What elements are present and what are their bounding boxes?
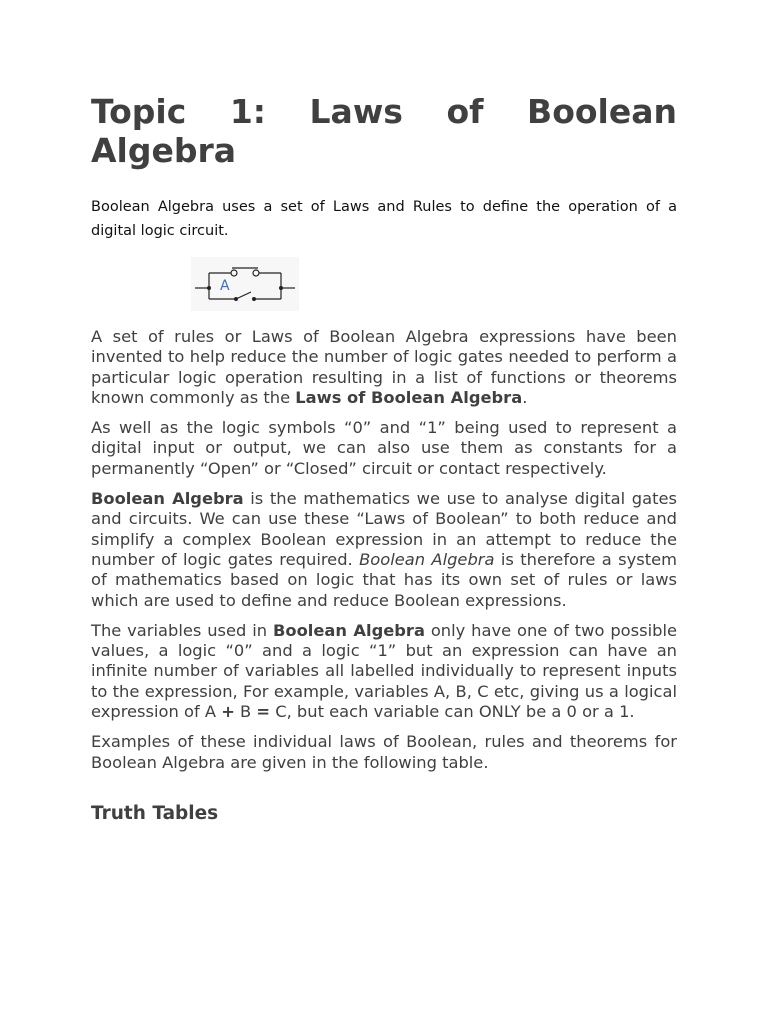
paragraph-constants: As well as the logic symbols “0” and “1” being used to represent a digital input or output, we can also use them as constants for a permanently “Open” or “Closed” circuit or contact respectively. [91, 418, 677, 478]
paragraph-variables-middle: only have one of two possible values, a logic “0” and a logic “1” but an expression can have an infinite number of variables all labelled individually to represent inputs to the expression, For example, variables A, B, C etc, giving us a logical expression of A [91, 620, 677, 722]
paragraph-mathematics-text: is the mathematics we use to analyse digital gates and circuits. We can use these “Laws of Boolean” to both reduce and simplify a complex Boolean expression in an attempt to reduce the number of logic gates required. [91, 489, 677, 569]
paragraph-laws-end: . [522, 387, 528, 407]
paragraph-variables-bold: Boolean Algebra [273, 620, 425, 640]
paragraph-laws [91, 327, 677, 408]
paragraph-variables-text: The variables used in [91, 620, 274, 640]
switch-label: A [220, 278, 230, 294]
document-page [91, 92, 677, 825]
paragraph-mathematics-end: is therefore a system of mathematics based on logic that has its own set of rules or laws which are used to define and reduce Boolean expressions. [91, 549, 677, 610]
intro-text: Boolean Algebra uses a set of Laws and Rules to define the operation of a digital logic circuit. [91, 199, 677, 239]
paragraph-laws-bold: Laws of Boolean Algebra [295, 387, 523, 407]
switch-circuit-drawing [191, 257, 299, 311]
paragraph-mathematics-bold: Boolean Algebra [91, 489, 244, 509]
paragraph-laws-text: A set of rules or Laws of Boolean Algebra expressions have been invented to help reduce the number of logic gates needed to perform a particular logic operation resulting in a list of functions or theorems known commonly as the [91, 327, 677, 407]
paragraph-variables-b: B [234, 702, 257, 722]
equals-operator: = [256, 702, 271, 722]
paragraph-mathematics-italic: Boolean Algebra [359, 549, 495, 569]
plus-operator: + [221, 702, 235, 722]
paragraph-mathematics [91, 489, 677, 611]
title-line-1: Topic 1: Laws of Boolean [91, 92, 677, 131]
paragraph-variables-end: C, but each variable can ONLY be a 0 or a 1. [270, 702, 635, 722]
page-title [91, 92, 677, 170]
paragraph-examples: Examples of these individual laws of Boolean, rules and theorems for Boolean Algebra are given in the following table. [91, 732, 677, 772]
paragraph-variables [91, 621, 677, 722]
title-line-2: Algebra [91, 131, 237, 170]
section-heading-truth-tables: Truth Tables [91, 802, 219, 824]
switch-circuit-diagram [191, 257, 299, 311]
